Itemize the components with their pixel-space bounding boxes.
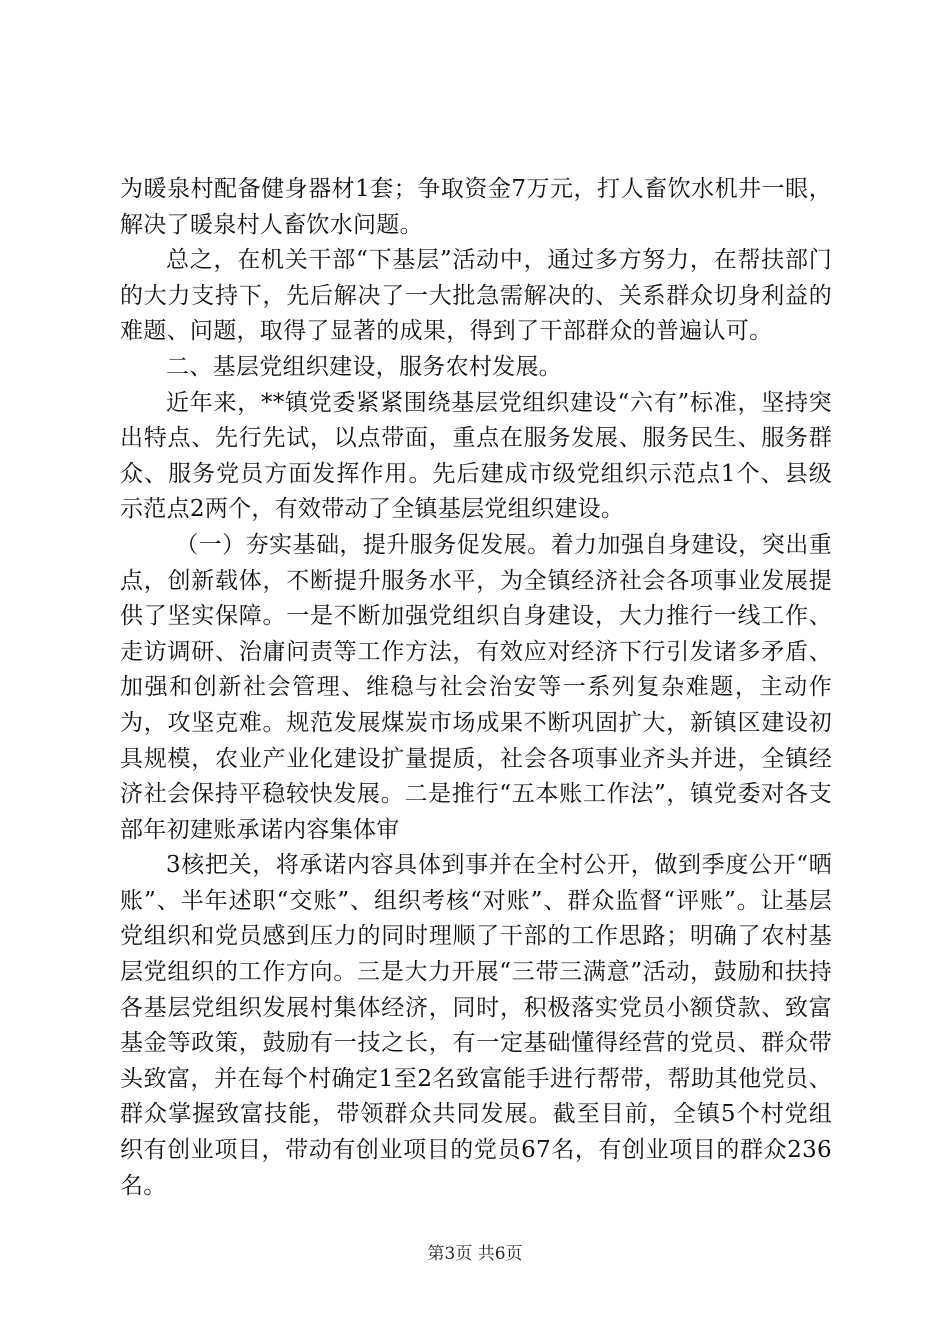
subsection-paragraph: （一）夯实基础，提升服务促发展。着力加强自身建设，突出重点，创新载体，不断提升服务水平，为全镇经济社会各项事业发展提供了坚实保障。一是不断加强党组织自身建设，大力推行一线工作、走访调研、治庸问责等工作方法，有效应对经济下行引发诸多矛盾、加强和创新社会管理、维稳与社会治安等一系列复杂难题，主动作为，攻坚克难。规范发展煤炭市场成果不断巩固扩大，新镇区建设初具规模，农业产业化建设扩量提质，社会各项事业齐头并进，全镇经济社会保持平稳较快发展。二是推行“五本账工作法”，镇党委对各支部年初建账承诺内容集体审 — [120, 531, 832, 843]
section-heading: 二、基层党组织建设，服务农村发展。 — [166, 353, 563, 380]
paragraph-4: 3核把关，将承诺内容具体到事并在全村公开，做到季度公开“晒账”、半年述职“交账”、组织考核“对账”、群众监督“评账”。让基层党组织和党员感到压力的同时理顺了干部的工作思路；明确了农村基层党组织的工作方向。三是大力开展“三带三满意”活动，鼓励和扶持各基层党组织发展村集体经济，同时，积极落实党员小额贷款、致富基金等政策，鼓励有一技之长，有一定基础懂得经营的党员、群众带头致富，并在每个村确定1至2名致富能手进行帮带，帮助其他党员、群众掌握致富技能，带领群众共同发展。截至目前，全镇5个村党组织有创业项目，带动有创业项目的党员67名，有创业项目的群众236名。 — [120, 852, 832, 1199]
paragraph-2: 总之，在机关干部“下基层”活动中，通过多方努力，在帮扶部门的大力支持下，先后解决了一大批急需解决的、关系群众切身利益的难题、问题，取得了显著的成果，得到了干部群众的普遍认可。 — [120, 247, 832, 345]
paragraph-1: 为暖泉村配备健身器材1套；争取资金7万元，打人畜饮水机井一眼，解决了暖泉村人畜饮水问题。 — [120, 176, 832, 238]
document-body — [120, 172, 832, 1204]
paragraph-3: 近年来，**镇党委紧紧围绕基层党组织建设“六有”标准，坚持突出特点、先行先试，以点带面，重点在服务发展、服务民生、服务群众、服务党员方面发挥作用。先后建成市级党组织示范点1个、县级示范点2两个，有效带动了全镇基层党组织建设。 — [120, 389, 832, 523]
page-number-footer: 第3页 共6页 — [427, 1244, 523, 1264]
